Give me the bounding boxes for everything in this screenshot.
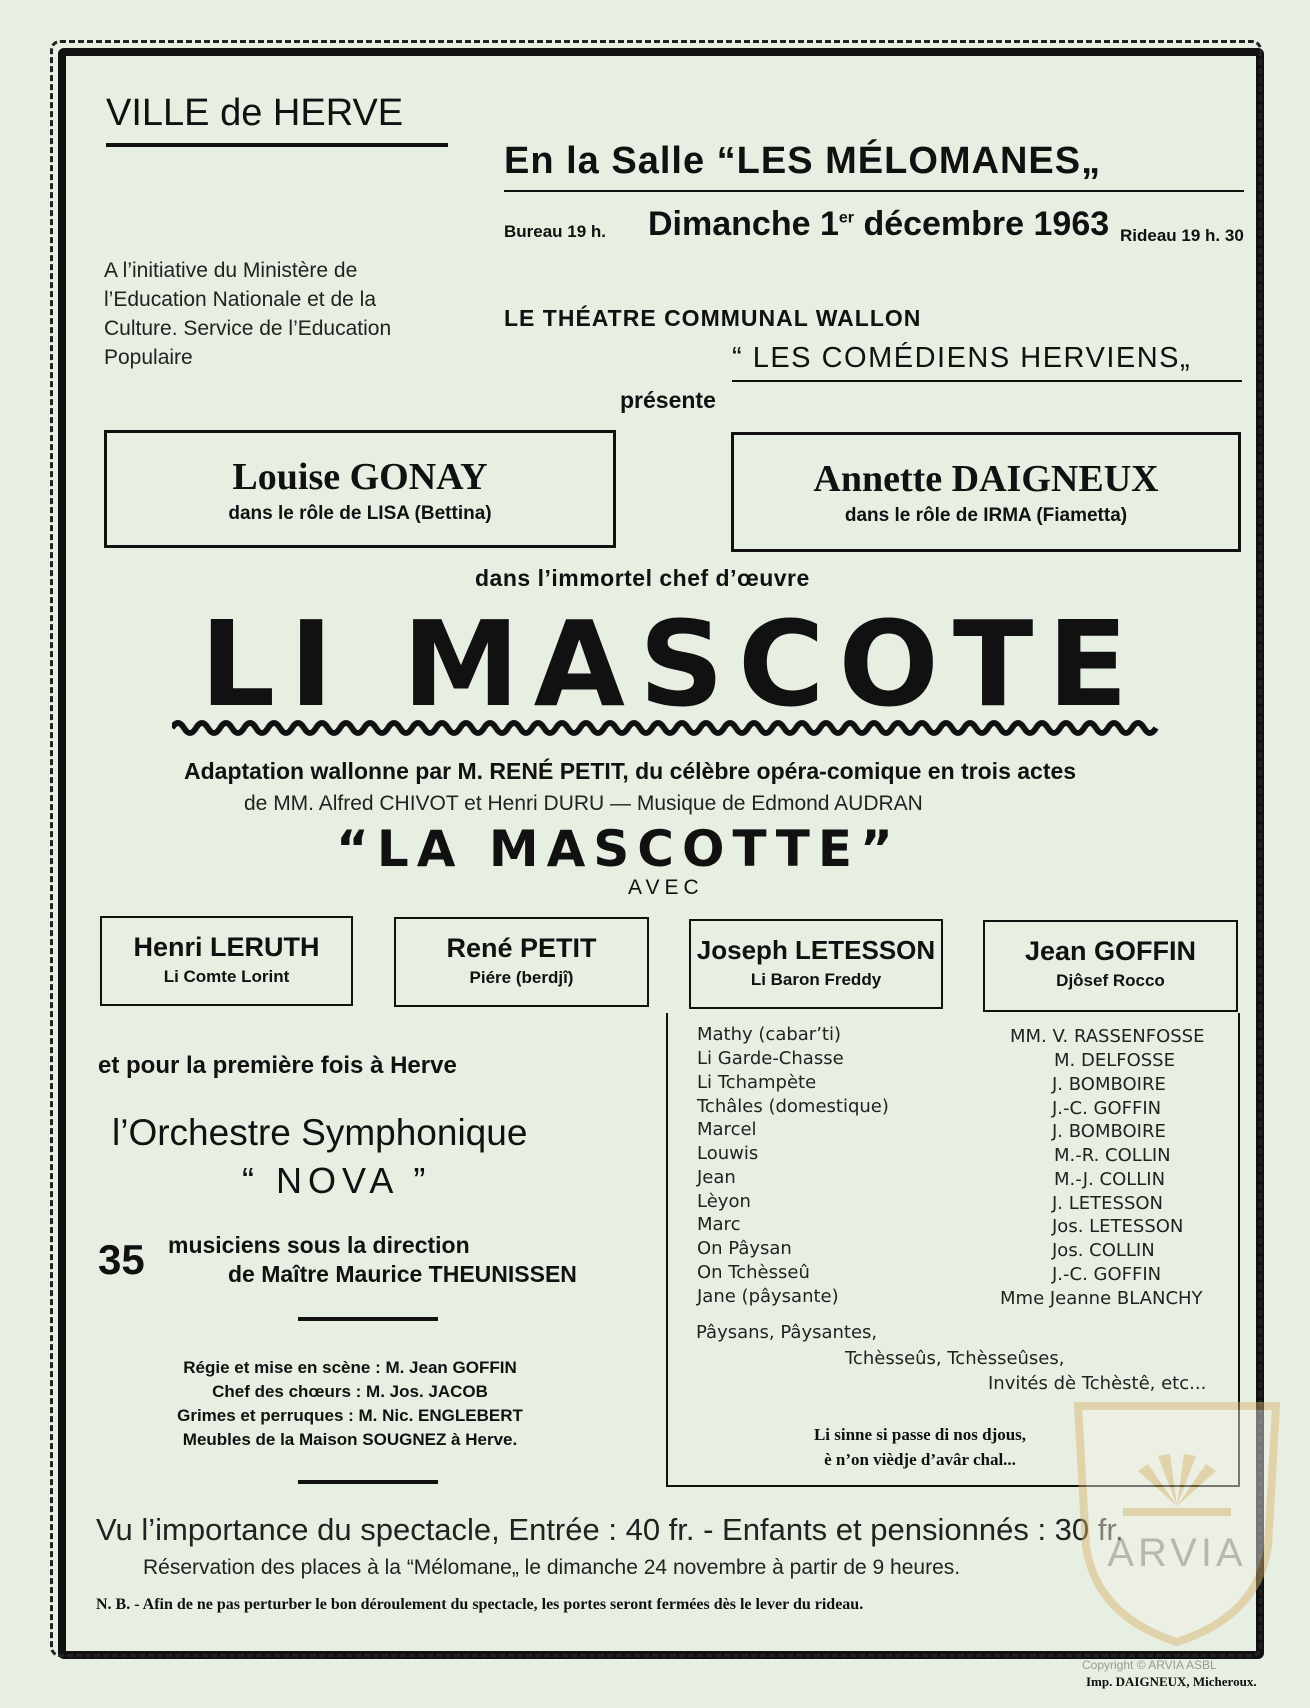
lead-box: [689, 919, 943, 1009]
watermark-shield-icon: [1068, 1396, 1286, 1648]
extras-line: Invités dè Tchèstê, etc...: [988, 1373, 1207, 1394]
lead-box: [100, 916, 353, 1006]
cast-role: Louwis: [697, 1143, 759, 1164]
original-title: “LA MASCOTTE”: [336, 820, 901, 878]
initiative-line: Populaire: [104, 346, 193, 369]
main-title: LI MASCOTE: [200, 595, 1142, 733]
lead-name: Jean GOFFIN: [1024, 936, 1197, 966]
cast-actor: Mme Jeanne BLANCHY: [1000, 1288, 1203, 1309]
presente-label: présente: [620, 387, 716, 413]
star-role: dans le rôle de LISA (Bettina): [228, 503, 492, 524]
extras-line: Pâysans, Pâysantes,: [696, 1322, 878, 1343]
lead-name: Joseph LETESSON: [696, 935, 936, 965]
orchestra-rule: [298, 1317, 438, 1321]
cast-actor: Jos. COLLIN: [1052, 1240, 1155, 1261]
ville-rule: [106, 143, 448, 147]
performance-date: [648, 205, 1109, 244]
salle-title: En la Salle “LES MÉLOMANES„: [504, 140, 1102, 182]
cast-actor: J.-C. GOFFIN: [1052, 1098, 1162, 1119]
star-role: dans le rôle de IRMA (Fiametta): [844, 505, 1128, 526]
orchestra-nova: “ NOVA ”: [242, 1160, 432, 1201]
rideau-time: Rideau 19 h. 30: [1120, 226, 1244, 245]
cast-actor: M.-J. COLLIN: [1054, 1169, 1166, 1190]
lead-role: Li Baron Freddy: [750, 970, 882, 989]
orchestra-line2: de Maître Maurice THEUNISSEN: [228, 1261, 577, 1287]
cast-actor: J. BOMBOIRE: [1052, 1121, 1166, 1142]
arvia-watermark: [1068, 1396, 1286, 1648]
cast-role: Lèyon: [697, 1191, 751, 1212]
lead-role: Piére (berdjî): [469, 968, 574, 987]
watermark-copyright: Copyright © ARVIA ASBL: [1082, 1658, 1217, 1672]
date-rest: décembre 1963: [863, 205, 1110, 243]
extras-line: Tchèsseûs, Tchèsseûses,: [845, 1348, 1065, 1369]
credit-line: Régie et mise en scène : M. Jean GOFFIN: [183, 1358, 517, 1377]
ville-title: VILLE de HERVE: [106, 92, 404, 134]
cast-role: On Tchèsseû: [697, 1262, 810, 1283]
watermark-logo-text: ARVIA: [1107, 1531, 1247, 1575]
nb-line: N. B. - Afin de ne pas perturber le bon déroulement du spectacle, les portes seront fermées dès le lever du rideau.: [96, 1596, 864, 1613]
cast-role: Mathy (cabar’ti): [697, 1024, 842, 1045]
lead-role: Djôsef Rocco: [1056, 971, 1165, 990]
date-sup: er: [838, 209, 854, 227]
credit-line: Grimes et perruques : M. Nic. ENGLEBERT: [177, 1406, 523, 1425]
date-day: Dimanche 1: [648, 205, 839, 243]
lead-name: René PETIT: [446, 933, 597, 963]
avec-label: AVEC: [628, 876, 704, 899]
cast-role: Jane (pâysante): [697, 1286, 839, 1307]
initiative-line: A l’initiative du Ministère de: [104, 259, 358, 282]
orchestra-intro: et pour la première fois à Herve: [98, 1052, 457, 1079]
entree-line: Vu l’importance du spectacle, Entrée : 40 fr. - Enfants et pensionnés : 30 fr.: [96, 1512, 1124, 1547]
cast-role: Li Garde-Chasse: [697, 1048, 844, 1069]
immortel-text: dans l’immortel chef d’œuvre: [475, 565, 810, 591]
lead-box: [983, 920, 1238, 1012]
cast-role: Tchâles (domestique): [697, 1096, 889, 1117]
theatre-name: LE THÉATRE COMMUNAL WALLON: [504, 305, 922, 331]
troupe-name: “ LES COMÉDIENS HERVIENS„: [732, 342, 1192, 374]
lead-box: [394, 917, 649, 1007]
musician-count: 35: [98, 1236, 145, 1283]
initiative-line: l’Education Nationale et de la: [104, 288, 377, 311]
cast-actor: M. DELFOSSE: [1054, 1050, 1175, 1071]
cast-actor: J.-C. GOFFIN: [1052, 1264, 1162, 1285]
cast-role: Li Tchampète: [697, 1072, 817, 1093]
initiative-line: Culture. Service de l’Education: [104, 317, 392, 340]
printer-credit: Imp. DAIGNEUX, Micheroux.: [1086, 1674, 1257, 1689]
orchestra-line1: musiciens sous la direction: [168, 1232, 470, 1258]
credit-line: Meubles de la Maison SOUGNEZ à Herve.: [182, 1430, 518, 1449]
lead-name: Henri LERUTH: [133, 932, 320, 962]
star-name: Annette DAIGNEUX: [813, 458, 1159, 500]
title-wave-rule: [172, 717, 1166, 739]
orchestra-name: l’Orchestre Symphonique: [112, 1112, 528, 1153]
credit-line: Chef des chœurs : M. Jos. JACOB: [212, 1382, 488, 1401]
cast-actor: M.-R. COLLIN: [1054, 1145, 1171, 1166]
cast-role: Marc: [697, 1214, 741, 1235]
cast-actor: J. BOMBOIRE: [1052, 1074, 1166, 1095]
initiative-text: [104, 256, 456, 372]
cast-role: Marcel: [697, 1119, 757, 1140]
cast-actor: Jos. LETESSON: [1052, 1216, 1184, 1237]
lead-role: Li Comte Lorint: [163, 967, 290, 986]
cast-actor: J. LETESSON: [1052, 1193, 1164, 1214]
credits-block: [150, 1356, 550, 1452]
cast-role: Jean: [697, 1167, 736, 1188]
star-box-gonay: [104, 430, 616, 548]
authors-line: de MM. Alfred CHIVOT et Henri DURU — Musique de Edmond AUDRAN: [244, 792, 923, 815]
credits-rule: [298, 1480, 438, 1484]
setting-line: è n’on vièdje d’avâr chal...: [824, 1450, 1016, 1469]
star-box-daigneux: [731, 432, 1241, 552]
bureau-time: Bureau 19 h.: [504, 222, 607, 241]
salle-rule: [504, 190, 1244, 192]
adaptation-line: Adaptation wallonne par M. RENÉ PETIT, du célèbre opéra-comique en trois actes: [184, 758, 1077, 784]
troupe-rule: [732, 380, 1242, 382]
star-name: Louise GONAY: [232, 456, 488, 498]
cast-role: On Pâysan: [697, 1238, 792, 1259]
cast-actor: MM. V. RASSENFOSSE: [1010, 1026, 1205, 1047]
setting-line: Li sinne si passe di nos djous,: [813, 1425, 1027, 1444]
reservation-line: Réservation des places à la “Mélomane„ le dimanche 24 novembre à partir de 9 heures.: [143, 1556, 961, 1579]
